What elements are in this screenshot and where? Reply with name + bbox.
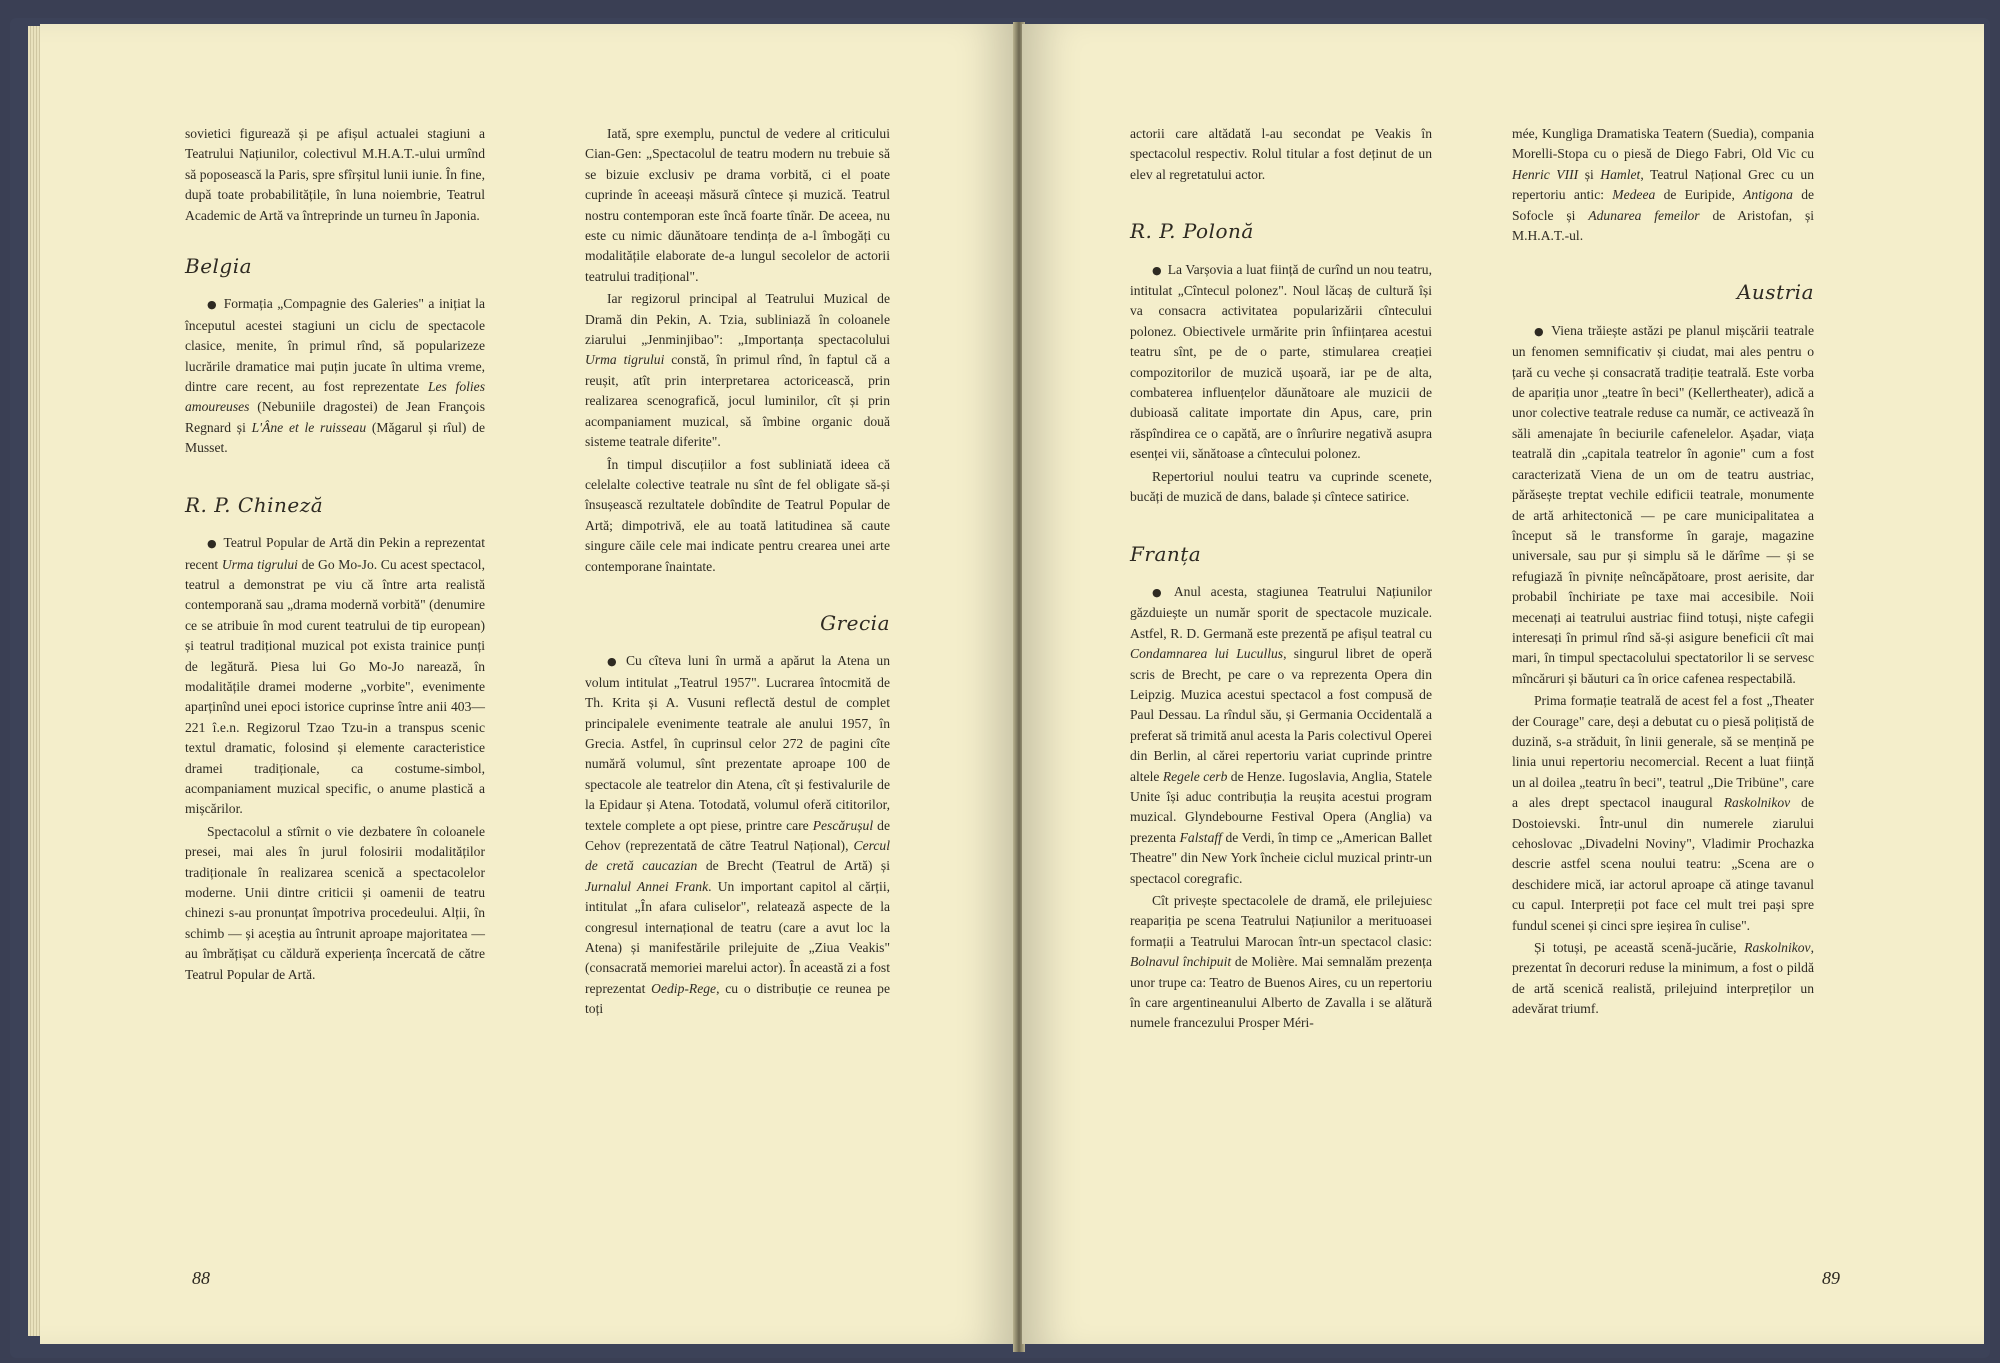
left-column-2 <box>585 124 890 1022</box>
paragraph: ● Anul acesta, stagiunea Teatrului Națiunilor găzduiește un număr sporit de spectacole muzicale. Astfel, R. D. Germană este prezentă pe afișul teatral cu Condamnarea lui Lucullus, singurul libret de operă scris de Brecht, pe care o va reprezenta Opera din Leipzig. Muzica acestui spectacol a fost compusă de Paul Dessau. La rîndul său, și Germania Occidentală a preferat să trimită anul acesta la Paris colectivul Operei din Berlin, al cărei repertoriu variat cuprinde printre altele Regele cerb de Henze. Iugoslavia, Anglia, Statele Unite își aduc contribuția la reușita acestui program muzical. Glyndebourne Festival Opera (Anglia) va prezenta Falstaff de Verdi, în timp ce „American Ballet Theatre" din New York încheie ciclul muzical printr-un spectacol coregrafic. <box>1130 583 1433 886</box>
bullet-icon: ● <box>207 537 218 551</box>
paragraph: ● Formația „Compagnie des Galeries" a inițiat la începutul acestei stagiuni un ciclu de spectacole clasice, menite, în primul rînd, să popularizeze lucrările dramatice mai puțin jucate în ultima vreme, dintre care recent, au fost reprezentate Les folies amoureuses (Nebuniile dragostei) de Jean François Regnard și L'Âne et le ruisseau (Măgarul și rîul) de Musset. <box>185 296 485 456</box>
paragraph: ● Viena trăiește astăzi pe planul mișcării teatrale un fenomen semnificativ și ciudat, mai ales pentru o țară cu veche și consacrată tradiție teatrală. Este vorba de apariția unor „teatre în beci" (Kellertheater), adică a unor colective teatrale reduse ca număr, ce activează în săli amenajate în beciurile cafenelelor. Așadar, viața teatrală din „capitala teatrelor în agonie" cum a fost caracterizată Viena de un om de teatru austriac, părăsește treptat vechile edificii teatrale, monumente de artă arhitectonică — pe care municipalitatea a început să le transforme în garaje, magazine universale, sau pur și simplu să le dărîme — și se refugiază în pivnițe neîncăpătoare, prost aerisite, dar probabil închiriate pe taxe mai accesibile. Noii mecenați ai teatrului austriac fiind totuși, niște cafegii interesați în primul rînd să-și asigure beneficii cît mai mari, în timpul spectacolului spectatorilor li se servesc mîncăruri și băuturi ca în orice cafenea respectabilă. <box>1512 322 1815 686</box>
section-heading-belgia: Belgia <box>185 254 253 279</box>
section-heading-china: R. P. Chineză <box>185 492 324 517</box>
paragraph: Spectacolul a stîrnit o vie dezbatere în coloanele presei, mai ales în jurul folosirii modalităților tradiționale în realizarea scenică a spectacolelor moderne. Unii dintre criticii și oamenii de teatru chinezi s-au pronunțat împotriva procedeului. Alții, în schimb — și aceștia au întrunit aproape majoritatea — au îmbrățișat cu căldură experiența încercată de către Teatrul Popular de Artă. <box>185 823 485 982</box>
paragraph: mée, Kungliga Dramatiska Teatern (Suedia), compania Morelli-Stopa cu o piesă de Diego Fabri, Old Vic cu Henric VIII și Hamlet, Teatrul Național Grec cu un repertoriu antic: Medeea de Euripide, Antigona de Sofocle și Adunarea femeilor de Aristofan, și M.H.A.T.-ul. <box>1512 126 1815 244</box>
bullet-icon: ● <box>1152 263 1162 277</box>
section-heading-franta: Franța <box>1130 541 1202 566</box>
paragraph: actorii care altădată l-au secondat pe Veakis în spectacolul respectiv. Rolul titular a fost deținut de un elev al regretatului actor. <box>1130 126 1432 182</box>
right-page <box>1022 24 1984 1344</box>
page-number-right: 89 <box>1822 1268 1840 1288</box>
paragraph: În timpul discuțiilor a fost subliniată ideea că celelalte colective teatrale nu sînt de fel obligate să-și însușească rezultatele dobîndite de Teatrul Popular de Artă; dimpotrivă, ele au toată latitudinea să caute singure căile cele mai indicate pentru crearea unei arte contemporane înaintate. <box>585 456 890 574</box>
paragraph: Prima formație teatrală de acest fel a fost „Theater der Courage" care, deși a debutat cu o piesă polițistă de duzină, s-a străduit, în linii generale, să se mențină pe linia unui repertoriu necomercial. Recent a luat ființă un al doilea „teatru în beci", teatrul „Die Tribüne", care a ales drept spectacol inaugural Raskolnikov de Dostoievski. Într-unul din numerele ziarului cehoslovac „Divadelni Noviny", Vladimir Prochazka descrie astfel scena noului teatru: „Scena are o deschidere mică, iar actorul aproape că atinge tavanul cu capul. Interpreții pot face cel mult trei pași spre fundul scenei și cinci spre ieșirea în culise". <box>1512 693 1814 933</box>
paragraph: ● La Varșovia a luat ființă de curînd un nou teatru, intitulat „Cîntecul polonez". Noul lăcaș de cultură își va consacra activitatea popularizării cîntecului polonez. Obiectivele urmărite prin înființarea acestui teatru sînt, pe de o parte, stimularea creației compozitorilor de muzică ușoară, iar pe de alta, combaterea influențelor dăunătoare ale muzicii de dubioasă calitate importate din Apus, care, prin răspîndirea ce o capătă, are o înrîurire negativă asupra esenței vii, sănătoase a cîntecului polonez. <box>1130 261 1432 462</box>
section-heading-polonia: R. P. Polonă <box>1130 219 1254 244</box>
bullet-icon: ● <box>1534 324 1546 338</box>
paragraph: ● Teatrul Popular de Artă din Pekin a reprezentat recent Urma tigrului de Go Mo-Jo. Cu acest spectacol, teatrul a demonstrat pe viu că între arta realistă contemporană sau „drama modernă vorbită" (denumire ce se atribuie în mod curent teatrului de tip european) și teatrul tradițional muzical pot exista trainice punți de legătură. Piesa lui Go Mo-Jo narează, în modalitățile dramei moderne „vorbite", evenimente aparținînd unei epoci istorice cuprinse între anii 403—221 î.e.n. Regizorul Tzao Tzu-in a transpus scenic textul dramatic, folosind și elemente caracteristice dramei tradiționale, ca costume-simbol, acompaniament muzical specific, o anume plastică a mișcărilor. <box>185 535 485 817</box>
right-column-1 <box>1130 124 1432 1036</box>
section-heading-grecia: Grecia <box>820 610 890 635</box>
left-column-1 <box>185 124 485 987</box>
bullet-icon: ● <box>207 298 218 312</box>
page-number-left: 88 <box>192 1268 210 1288</box>
right-column-2 <box>1512 124 1814 1022</box>
paragraph: Cît privește spectacolele de dramă, ele prilejuiesc reapariția pe scena Teatrului Națiunilor a merituoasei formații a Teatrului Marocan într-un spectacol clasic: Bolnavul închipuit de Molière. Mai semnalăm prezența unor trupe ca: Teatro de Buenos Aires, cu un repertoriu în care argentineanului Alberto de Zavalla i se alătură numele francezului Prosper Méri- <box>1130 893 1432 1031</box>
paragraph: Iată, spre exemplu, punctul de vedere al criticului Cian-Gen: „Spectacolul de teatru modern nu trebuie să se bizuie exclusiv pe drama vorbită, ci el poate cuprinde în aceeași măsură cîntece și muzică. Teatrul nostru contemporan este încă foarte tînăr. De aceea, nu este cu nimic dăunătoare tendința de a-l îmbogăți cu modalitățile elaborate de-a lungul secolelor de actorii teatrului tradițional". <box>585 126 890 284</box>
paragraph: Iar regizorul principal al Teatrului Muzical de Dramă din Pekin, A. Tzia, subliniază în coloanele ziarului „Jenminjibao": „Importanța spectacolului Urma tigrului constă, în primul rînd, în faptul că a reușit, atît prin interpretarea actoricească, prin realizarea scenografică, jocul luminilor, cît și prin acompaniament muzical, să îmbine organic două sisteme teatrale diferite". <box>585 291 890 450</box>
paragraph: ● Cu cîteva luni în urmă a apărut la Atena un volum intitulat „Teatrul 1957". Lucrarea întocmită de Th. Krita și A. Vusuni reflectă destul de complet principalele evenimente teatrale ale anului 1957, în Grecia. Astfel, în cuprinsul celor 272 de pagini cîte numără volumul, sînt prezentate aproape 100 de spectacole ale teatrelor din Atena, cît și festivalurile de la Epidaur și Atena. Totodată, volumul oferă cititorilor, textele complete a opt piese, printre care Pescărușul de Cehov (reprezentată de către Teatrul Național), Cercul de cretă caucazian de Brecht (Teatrul de Artă) și Jurnalul Annei Frank. Un important capitol al cărții, intitulat „În afara culiselor", relatează aspecte de la congresul internațional de teatru (care a avut loc la Atena) și manifestările prilejuite de „Ziua Veakis" (consacrată memoriei marelui actor). În această zi a fost reprezentat Oedip-Rege, cu o distribuție ce reunea pe toți <box>585 653 890 1017</box>
section-heading-austria: Austria <box>1736 280 1814 305</box>
left-page <box>40 24 1015 1344</box>
bullet-icon: ● <box>607 655 620 669</box>
paragraph: sovietici figurează și pe afișul actualei stagiuni a Teatrului Națiunilor, colectivul M.H.A.T.-ului urmînd să poposească la Paris, spre sfîrșitul lunii iunie. În fine, după toate probabilitățile, în luna noiembrie, Teatrul Academic de Artă va întreprinde un turneu în Japonia. <box>185 126 485 223</box>
paragraph: Și totuși, pe această scenă-jucărie, Raskolnikov, prezentat în decoruri reduse la minimum, a fost o pildă de artă scenică realistă, prilejuind interpreților un adevărat triumf. <box>1512 940 1814 1017</box>
bullet-icon: ● <box>1152 585 1168 599</box>
paragraph: Repertoriul noului teatru va cuprinde scenete, bucăți de muzică de dans, balade și cîntece satirice. <box>1130 468 1432 505</box>
